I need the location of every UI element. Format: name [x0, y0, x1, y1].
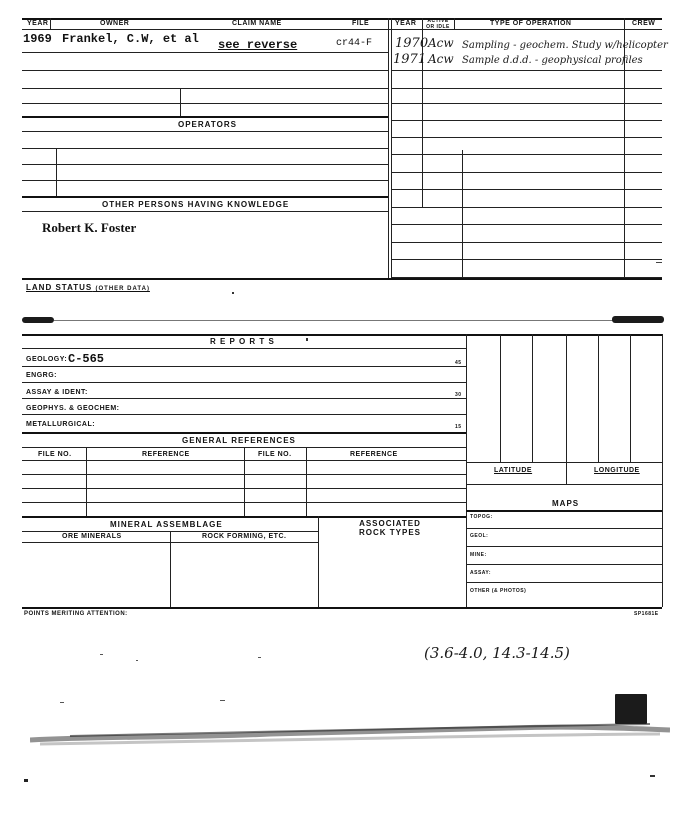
map-other-label: OTHER (& PHOTOS): [470, 588, 527, 594]
land-status-label: LAND STATUS: [26, 283, 93, 292]
map-topog-label: TOPOG:: [470, 514, 493, 520]
header-year-2: YEAR: [395, 20, 417, 27]
latitude-label: LATITUDE: [494, 467, 533, 474]
header-year: YEAR: [27, 20, 49, 27]
header-owner: OWNER: [100, 20, 130, 27]
land-status-heading: [26, 283, 150, 292]
ore-minerals-label: ORE MINERALS: [62, 533, 122, 540]
operation-year-1: 1970: [395, 36, 429, 51]
header-type-operation: TYPE OF OPERATION: [490, 20, 572, 27]
file-number: cr44-F: [336, 38, 373, 49]
other-person-1: Robert K. Foster: [42, 220, 137, 235]
header-claim-name: CLAIM NAME: [232, 20, 282, 27]
operation-year-2: 1971: [393, 52, 427, 67]
claim-name: see reverse: [218, 38, 298, 52]
ref-file-no-1: FILE NO.: [38, 451, 72, 458]
points-meriting-label: POINTS MERITING ATTENTION:: [24, 611, 128, 617]
map-geol-label: GEOL:: [470, 533, 489, 539]
header-file: FILE: [352, 20, 370, 27]
operation-status-2: Acw: [428, 52, 454, 66]
reports-title: R E P O R T S: [210, 337, 275, 346]
ref-reference-1: REFERENCE: [142, 451, 190, 458]
other-persons-heading: OTHER PERSONS HAVING KNOWLEDGE: [102, 200, 290, 209]
operation-status-1: Acw: [428, 36, 454, 50]
ref-reference-2: REFERENCE: [350, 451, 398, 458]
margin-30: 30: [455, 392, 462, 398]
map-mine-label: MINE:: [470, 552, 487, 558]
header-active-idle: ACTIVE OR IDLE: [426, 18, 450, 30]
geophys-label: GEOPHYS. & GEOCHEM:: [26, 405, 120, 412]
general-references-heading: GENERAL REFERENCES: [182, 436, 296, 445]
operation-type-2: Sample d.d.d. - geophysical profiles: [462, 55, 643, 66]
scan-noise-band: [30, 708, 670, 748]
margin-45: 45: [455, 360, 462, 366]
operation-type-1: Sampling - geochem. Study w/helicopter: [462, 40, 668, 51]
form-number: SP1681E: [634, 611, 659, 617]
rock-forming-label: ROCK FORMING, ETC.: [202, 533, 287, 540]
header-crew: CREW: [632, 20, 656, 27]
metallurgical-label: METALLURGICAL:: [26, 421, 96, 428]
longitude-label: LONGITUDE: [594, 467, 640, 474]
owner-year: 1969: [23, 32, 52, 46]
operators-heading: OPERATORS: [178, 120, 237, 129]
ink-smudge-right: [612, 316, 664, 323]
geology-value: C-565: [68, 352, 105, 366]
assay-label: ASSAY & IDENT:: [26, 389, 88, 396]
handwritten-coordinates: (3.6-4.0, 14.3-14.5): [424, 644, 570, 662]
land-status-sub: (OTHER DATA): [95, 286, 150, 292]
maps-heading: MAPS: [552, 499, 580, 508]
margin-15: 15: [455, 424, 462, 430]
owner-name: Frankel, C.W, et al: [62, 32, 199, 46]
engrg-label: ENGRG:: [26, 372, 57, 379]
geology-label: GEOLOGY:: [26, 356, 68, 363]
mineral-assemblage-heading: MINERAL ASSEMBLAGE: [110, 520, 223, 529]
ref-file-no-2: FILE NO.: [258, 451, 292, 458]
associated-rock-types-heading: ASSOCIATED ROCK TYPES: [358, 519, 421, 537]
ink-smudge-left: [22, 317, 54, 323]
map-assay-label: ASSAY:: [470, 570, 492, 576]
